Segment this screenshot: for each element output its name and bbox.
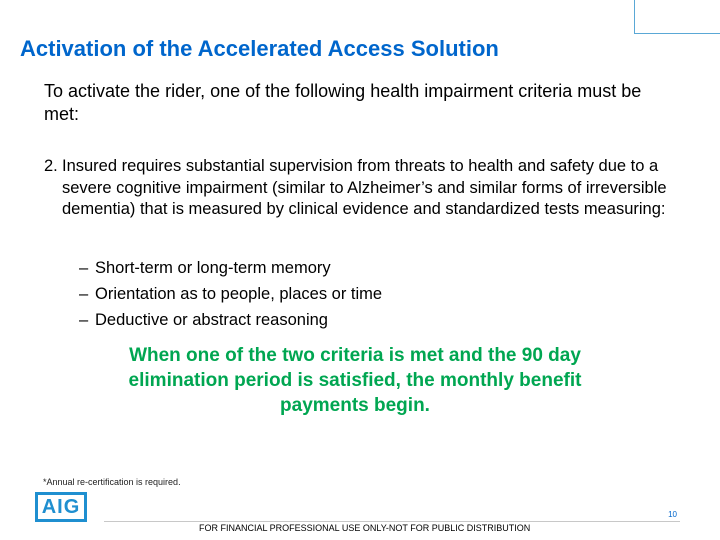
corner-decoration bbox=[634, 0, 720, 34]
bullet-text: Orientation as to people, places or time bbox=[95, 285, 383, 303]
aig-logo-text: AIG bbox=[41, 495, 81, 518]
dash-bullet: – bbox=[79, 259, 89, 277]
criterion-item bbox=[44, 156, 674, 221]
criterion-number: 2. bbox=[44, 157, 58, 175]
footnote: *Annual re-certification is required. bbox=[43, 477, 181, 487]
list-item bbox=[79, 307, 639, 333]
footer-divider bbox=[104, 521, 680, 522]
list-item bbox=[79, 255, 639, 281]
benefit-statement: When one of the two criteria is met and the 90 day elimination period is satisfied, the monthly benefit payments begin. bbox=[128, 345, 582, 416]
dash-bullet: – bbox=[79, 285, 89, 303]
criterion-bullet-list bbox=[79, 255, 639, 333]
disclaimer: FOR FINANCIAL PROFESSIONAL USE ONLY-NOT FOR PUBLIC DISTRIBUTION bbox=[199, 523, 531, 533]
list-item bbox=[79, 281, 639, 307]
page-number: 10 bbox=[668, 510, 677, 519]
dash-bullet: – bbox=[79, 311, 89, 329]
aig-logo bbox=[35, 492, 87, 522]
intro-text: To activate the rider, one of the following health impairment criteria must be met: bbox=[44, 81, 642, 124]
criterion-text: Insured requires substantial supervision from threats to health and safety due to a severe cognitive impairment (similar to Alzheimer’s and similar forms of irreversible dementia) that is measured by clinical evidence and standardized tests measuring: bbox=[62, 157, 667, 218]
slide-title: Activation of the Accelerated Access Solution bbox=[20, 36, 499, 61]
bullet-text: Deductive or abstract reasoning bbox=[95, 311, 328, 329]
bullet-text: Short-term or long-term memory bbox=[95, 259, 331, 277]
